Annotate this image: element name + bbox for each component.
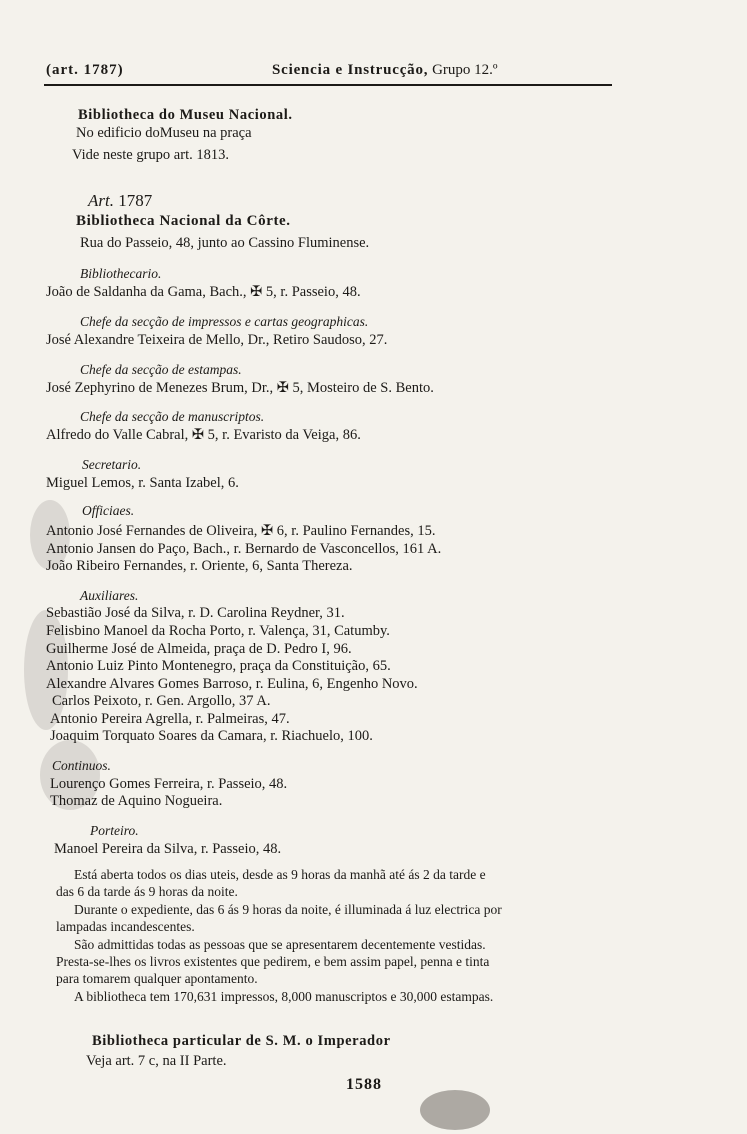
entry-auxiliares-5: Alexandre Alvares Gomes Barroso, r. Eulina, 6, Engenho Novo.	[46, 676, 418, 692]
ink-stain	[40, 740, 100, 810]
note-3b: Presta-se-lhes os livros existentes que pedirem, e bem assim papel, penna e tinta	[56, 954, 490, 969]
article-address: Rua do Passeio, 48, junto ao Cassino Fluminense.	[80, 235, 370, 251]
entry-continuos-2: Thomaz de Aquino Nogueira.	[50, 793, 223, 809]
header-rule	[44, 84, 612, 86]
imperador-heading: Bibliotheca particular de S. M. o Imperador	[92, 1033, 391, 1049]
imperador-line-1: Veja art. 7 c, na II Parte.	[86, 1053, 227, 1069]
header-title	[272, 62, 498, 79]
museu-line-1: No edificio doMuseu na praça	[76, 125, 252, 141]
entry-chefe-manuscriptos: Alfredo do Valle Cabral, ✠ 5, r. Evaristo da Veiga, 86.	[46, 427, 361, 443]
article-number	[88, 192, 152, 210]
note-2a: Durante o expediente, das 6 ás 9 horas da noite, é illuminada á luz electrica por	[74, 902, 502, 917]
header-group: Grupo 12.º	[432, 62, 498, 78]
ink-stain	[24, 610, 68, 730]
page-number: 1588	[346, 1076, 382, 1093]
section-auxiliares: Auxiliares.	[80, 588, 139, 603]
entry-chefe-estampas: José Zephyrino de Menezes Brum, Dr., ✠ 5, Mosteiro de S. Bento.	[46, 380, 434, 396]
section-officiaes: Officiaes.	[82, 503, 135, 518]
note-3a: São admittidas todas as pessoas que se apresentarem decentemente vestidas.	[74, 937, 486, 952]
ink-stain	[30, 500, 70, 570]
article-label: Art.	[88, 191, 114, 210]
note-1b: das 6 da tarde ás 9 horas da noite.	[56, 884, 238, 899]
museu-heading: Bibliotheca do Museu Nacional.	[78, 107, 293, 123]
note-3c: para tomarem qualquer apontamento.	[56, 971, 258, 986]
article-heading: Bibliotheca Nacional da Côrte.	[76, 213, 291, 229]
museu-line-2: Vide neste grupo art. 1813.	[72, 147, 229, 163]
section-porteiro: Porteiro.	[90, 823, 139, 838]
section-continuos: Continuos.	[52, 758, 111, 773]
entry-auxiliares-1: Sebastião José da Silva, r. D. Carolina Reydner, 31.	[46, 605, 345, 621]
section-chefe-manuscriptos: Chefe da secção de manuscriptos.	[80, 409, 265, 424]
note-2b: lampadas incandescentes.	[56, 919, 195, 934]
entry-continuos-1: Lourenço Gomes Ferreira, r. Passeio, 48.	[50, 776, 288, 792]
entry-secretario: Miguel Lemos, r. Santa Izabel, 6.	[46, 475, 239, 491]
entry-porteiro: Manoel Pereira da Silva, r. Passeio, 48.	[54, 841, 282, 857]
note-4: A bibliotheca tem 170,631 impressos, 8,000 manuscriptos e 30,000 estampas.	[74, 989, 494, 1004]
entry-auxiliares-2: Felisbino Manoel da Rocha Porto, r. Valença, 31, Catumby.	[46, 623, 390, 639]
entry-auxiliares-3: Guilherme José de Almeida, praça de D. Pedro I, 96.	[46, 641, 352, 657]
section-secretario: Secretario.	[82, 457, 142, 472]
entry-officiaes-1: Antonio José Fernandes de Oliveira, ✠ 6, r. Paulino Fernandes, 15.	[46, 523, 436, 539]
section-chefe-impressos: Chefe da secção de impressos e cartas geographicas.	[80, 314, 369, 329]
article-num: 1787	[118, 191, 153, 210]
ink-stain	[420, 1090, 490, 1130]
header-section-title: Sciencia e Instrucção,	[272, 62, 429, 78]
section-bibliothecario: Bibliothecario.	[80, 266, 162, 281]
entry-auxiliares-7: Antonio Pereira Agrella, r. Palmeiras, 47.	[50, 711, 290, 727]
entry-auxiliares-8: Joaquim Torquato Soares da Camara, r. Riachuelo, 100.	[50, 728, 373, 744]
entry-chefe-impressos: José Alexandre Teixeira de Mello, Dr., Retiro Saudoso, 27.	[46, 332, 388, 348]
entry-officiaes-2: Antonio Jansen do Paço, Bach., r. Bernardo de Vasconcellos, 161 A.	[46, 541, 442, 557]
entry-officiaes-3: João Ribeiro Fernandes, r. Oriente, 6, Santa Thereza.	[46, 558, 353, 574]
section-chefe-estampas: Chefe da secção de estampas.	[80, 362, 242, 377]
entry-auxiliares-6: Carlos Peixoto, r. Gen. Argollo, 37 A.	[52, 693, 271, 709]
entry-auxiliares-4: Antonio Luiz Pinto Montenegro, praça da Constituição, 65.	[46, 658, 391, 674]
note-1a: Está aberta todos os dias uteis, desde as 9 horas da manhã até ás 2 da tarde e	[74, 867, 486, 882]
header-article-ref: (art. 1787)	[46, 62, 124, 78]
entry-bibliothecario: João de Saldanha da Gama, Bach., ✠ 5, r. Passeio, 48.	[46, 284, 361, 300]
